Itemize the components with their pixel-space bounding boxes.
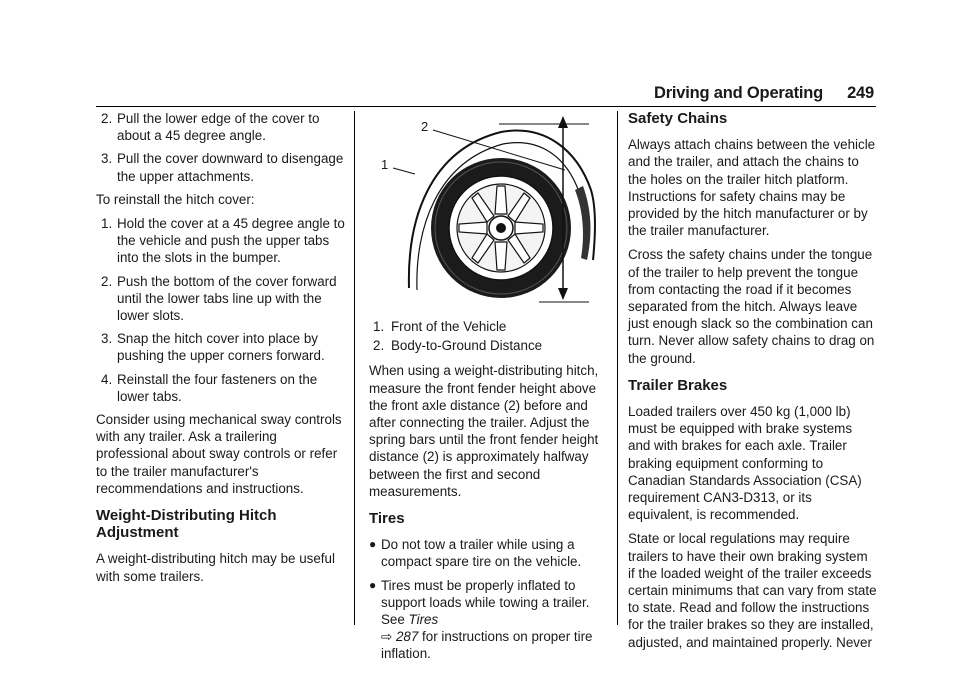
- hub-center: [496, 223, 506, 233]
- bullet-text-rest: for instructions on proper tire inflation.: [381, 629, 593, 662]
- tire-bullet-1: [369, 536, 609, 570]
- column-left: [96, 110, 346, 592]
- brakes-heading: Trailer Brakes: [628, 376, 728, 394]
- step-number: 1.: [101, 216, 113, 232]
- wheel-illustration: [369, 110, 609, 306]
- callout-2-label: 2: [421, 119, 429, 134]
- measure-paragraph: When using a weight-distributing hitch, measure the front fender height above the front axle distance (2) before and after connecting the trailer. Adjust the spring bars until the front fender height distance (2) is approximately halfway between the first and second measurements.: [369, 363, 599, 499]
- step-number: 4.: [101, 371, 113, 387]
- sway-paragraph: Consider using mechanical sway controls with any trailer. Ask a trailering professional about sway controls or refer to the trailer manufacturer's recommendations and instructions.: [96, 412, 342, 496]
- caption-2: [373, 337, 609, 354]
- reinstall-step-3: [96, 330, 346, 364]
- step-text: Reinstall the four fasteners on the lower tabs.: [117, 371, 318, 404]
- section-title: Driving and Operating: [653, 84, 824, 102]
- caption-number: 2.: [373, 338, 385, 354]
- step-text: Pull the cover downward to disengage the upper attachments.: [117, 151, 344, 184]
- bullet-text: Do not tow a trailer while using a compact spare tire on the vehicle.: [381, 537, 582, 570]
- step-text: Snap the hitch cover into place by pushing the upper corners forward.: [117, 331, 325, 364]
- bullet-text: [381, 577, 609, 663]
- header-rule: [96, 106, 876, 107]
- xref-page[interactable]: 287: [395, 629, 419, 645]
- wdh-heading: Weight-Distributing Hitch Adjustment: [96, 507, 277, 542]
- caption-1: [373, 318, 609, 335]
- caption-number: 1.: [373, 319, 385, 334]
- brakes-paragraph-1: Loaded trailers over 450 kg (1,000 lb) must be equipped with brake systems and with brakes for each axle. Trailer braking equipment conforming to Canadian Standards Association (CSA) requirement CAN3-D313, or its equivalent, is recommended.: [628, 404, 862, 523]
- running-header: [654, 84, 874, 103]
- column-divider-right: [617, 111, 618, 625]
- page-number: 249: [847, 84, 874, 102]
- caption-text: Body-to-Ground Distance: [391, 338, 543, 354]
- page-reference-arrow-icon: ⇨: [381, 629, 393, 645]
- fender-edge: [575, 186, 590, 260]
- reinstall-step-1: [96, 215, 346, 267]
- step-number: 2.: [101, 111, 113, 126]
- arrow-up-icon: [558, 116, 568, 128]
- column-right: [628, 110, 878, 658]
- bullet-dot-icon: ●: [369, 537, 377, 552]
- step-number: 3.: [101, 331, 113, 347]
- callout-1-leader: [393, 168, 415, 174]
- xref-title[interactable]: Tires: [408, 612, 439, 628]
- chains-paragraph-2: Cross the safety chains under the tongue of the trailer to help prevent the tongue from contacting the road if it becomes separated from the hitch. Always leave just enough slack so the combination can turn. Never allow safety chains to drag on the ground.: [628, 247, 875, 366]
- reinstall-step-2: [96, 273, 346, 325]
- step-text: Pull the lower edge of the cover to about a 45 degree angle.: [117, 111, 320, 144]
- remove-step-2: [96, 110, 346, 144]
- callout-1-label: 1: [381, 157, 389, 172]
- brakes-paragraph-2: State or local regulations may require trailers to have their own braking system if the loaded weight of the trailer exceeds certain minimums that can vary from state to state. Read and follow the instructions for the trailer brakes so they are installed, adjusted, and maintained properly. Never: [628, 531, 877, 650]
- remove-step-3: [96, 150, 346, 184]
- reinstall-intro: To reinstall the hitch cover:: [96, 191, 255, 207]
- arrow-down-icon: [558, 288, 568, 300]
- wdh-paragraph: A weight-distributing hitch may be useful with some trailers.: [96, 551, 335, 584]
- bullet-dot-icon: ●: [369, 577, 377, 592]
- step-number: 3.: [101, 151, 113, 167]
- fender-height-figure: [369, 110, 609, 306]
- tires-heading: Tires: [369, 510, 405, 528]
- step-text: Push the bottom of the cover forward until the lower tabs line up with the lower slots.: [117, 273, 337, 324]
- column-divider-left: [354, 111, 355, 625]
- reinstall-step-4: [96, 371, 346, 405]
- bullet-text-lead: Tires must be properly inflated to support loads while towing a trailer. See: [381, 577, 590, 628]
- caption-text: Front of the Vehicle: [391, 319, 507, 334]
- step-text: Hold the cover at a 45 degree angle to the vehicle and push the upper tabs into the slots in the bumper.: [117, 216, 345, 266]
- tire-bullet-2: [369, 577, 609, 663]
- step-number: 2.: [101, 273, 113, 289]
- column-middle: [369, 110, 609, 669]
- chains-paragraph-1: Always attach chains between the vehicle and the trailer, and attach the chains to the holes on the trailer hitch platform. Instructions for safety chains may be provided by the hitch manufacturer or by the trailer manufacturer.: [628, 137, 876, 239]
- chains-heading: Safety Chains: [628, 110, 728, 127]
